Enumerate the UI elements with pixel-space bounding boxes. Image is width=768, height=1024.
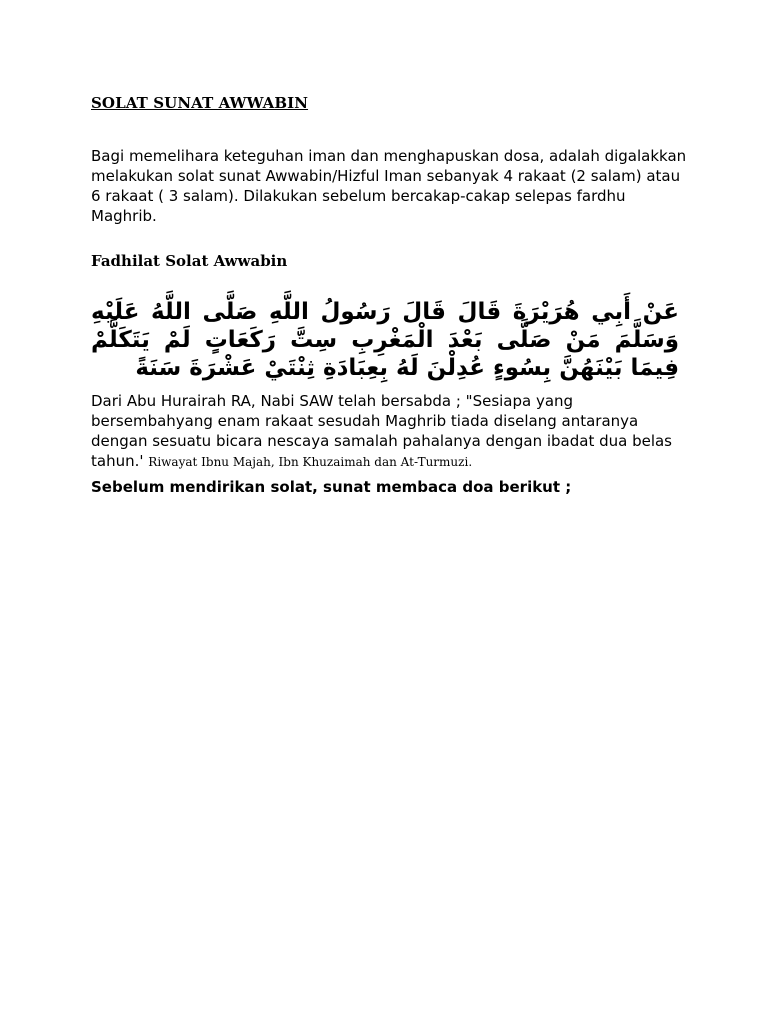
translation-text: Dari Abu Hurairah RA, Nabi SAW telah bersabda ; "Sesiapa yang bersembahyang enam rakaat sesudah Maghrib tiada diselang antaranya dengan sesuatu bicara nescaya samalah pahalanya dengan ibadat dua belas tahun.'	[91, 392, 673, 470]
hadith-source: Riwayat Ibnu Majah, Ibn Khuzaimah dan At-Turmuzi.	[148, 455, 473, 469]
doa-heading: Sebelum mendirikan solat, sunat membaca doa berikut ;	[91, 478, 572, 496]
hadith-translation	[91, 391, 689, 472]
arabic-hadith-text: عَنْ أَبِي هُرَيْرَةَ قَالَ قَالَ رَسُولُ اللَّهِ صَلَّى اللَّهُ عَلَيْهِ وَسَلَّمَ مَنْ صَلَّى بَعْدَ الْمَغْرِبِ سِتَّ رَكَعَاتٍ لَمْ يَتَكَلَّمْ فِيمَا بَيْنَهُنَّ بِسُوءٍ عُدِلْنَ لَهُ بِعِبَادَةِ ثِنْتَيْ عَشْرَةَ سَنَةً	[91, 299, 679, 381]
fadhilat-heading: Fadhilat Solat Awwabin	[91, 252, 288, 270]
page-title: SOLAT SUNAT AWWABIN	[91, 94, 309, 112]
intro-paragraph: Bagi memelihara keteguhan iman dan menghapuskan dosa, adalah digalakkan melakukan solat sunat Awwabin/Hizful Iman sebanyak 4 rakaat (2 salam) atau 6 rakaat ( 3 salam). Dilakukan sebelum bercakap-cakap selepas fardhu Maghrib.	[91, 147, 687, 225]
